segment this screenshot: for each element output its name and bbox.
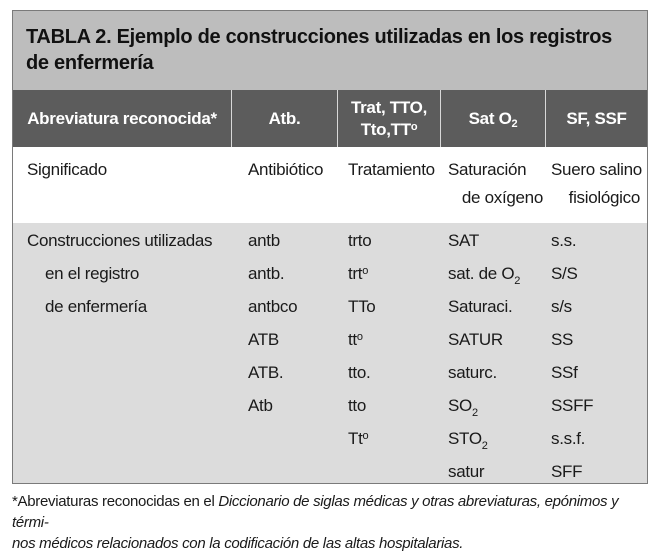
footnote-prefix: *Abreviaturas reconocidas en el [12, 493, 219, 510]
sf-variant: S/S [551, 264, 578, 283]
table-title-line-2: de enfermería [26, 52, 154, 74]
meaning-sat-line-2: de oxígeno [461, 188, 543, 207]
header-sat: Sat O $_2$ [468, 108, 518, 130]
sf-variant: s.s.f. [551, 429, 586, 448]
atb-variant: ATB [248, 330, 279, 349]
table-title-bar [13, 11, 647, 90]
sat-variant: $SO_2$ [448, 396, 478, 419]
sat-variant: $STO_2$ [448, 429, 488, 452]
footnote-italic-2: nos médicos relacionados con la codificación de las altas hospitalarias. [12, 535, 464, 552]
atb-variant: Atb [248, 396, 273, 415]
trat-variant: $tt^o$ [348, 330, 363, 349]
table-header-row [13, 90, 647, 147]
footnote-italic-1: Diccionario de siglas médicas y otras abreviaturas, epónimos y térmi- [12, 493, 619, 531]
sat-variant: satur [448, 462, 485, 481]
constructions-row [13, 223, 647, 483]
meaning-atb: Antibiótico [248, 160, 324, 179]
meaning-label: Significado [27, 160, 107, 179]
trat-variant: trto [348, 231, 372, 250]
trat-variant: tto [348, 396, 367, 415]
header-sf: SF, SSF [566, 108, 627, 128]
sf-variant: s.s. [551, 231, 577, 250]
trat-variant: TTo [348, 297, 376, 316]
sf-variant: SSf [551, 363, 578, 382]
atb-variant: antbco [248, 297, 298, 316]
abbreviation-table [12, 10, 648, 484]
table-title [26, 24, 626, 76]
sat-variant: saturc. [448, 363, 497, 382]
meaning-row [13, 147, 647, 223]
constructions-label-line: en el registro [45, 264, 140, 283]
sat-variant: SAT [448, 231, 479, 250]
header-trat-line-2: $Tto,TT^o$ [360, 119, 418, 139]
sf-variant: SFF [551, 462, 583, 481]
constructions-label-line: de enfermería [45, 297, 147, 316]
meaning-sf-line-1: Suero salino [551, 160, 642, 179]
trat-variant: tto. [348, 363, 371, 382]
header-trat-line-1: Trat, TTO, [350, 97, 428, 117]
meaning-trat: Tratamiento [348, 160, 435, 179]
table-title-line-1: TABLA 2. Ejemplo de construcciones utilizadas en los registros [26, 26, 612, 48]
constructions-label-line: Construcciones utilizadas [27, 231, 213, 250]
atb-variant: antb [248, 231, 280, 250]
trat-variant: trt$^o$ [348, 264, 369, 283]
sf-variant: SSFF [551, 396, 594, 415]
atb-variant: ATB. [248, 363, 284, 382]
header-atb: Atb. [268, 108, 301, 128]
atb-variant: antb. [248, 264, 285, 283]
meaning-sf-line-2: fisiológico [568, 188, 640, 207]
sat-variant: sat. de $O_2$ [448, 264, 521, 287]
trat-variant: Tt$^o$ [348, 429, 369, 448]
header-trat [338, 90, 440, 147]
sf-variant: s/s [551, 297, 572, 316]
meaning-sat-line-1: Saturación [448, 160, 527, 179]
sat-variant: Saturaci. [448, 297, 513, 316]
sat-variant: SATUR [448, 330, 503, 349]
sf-variant: SS [551, 330, 574, 349]
header-abbreviation: Abreviatura reconocida* [27, 108, 217, 128]
